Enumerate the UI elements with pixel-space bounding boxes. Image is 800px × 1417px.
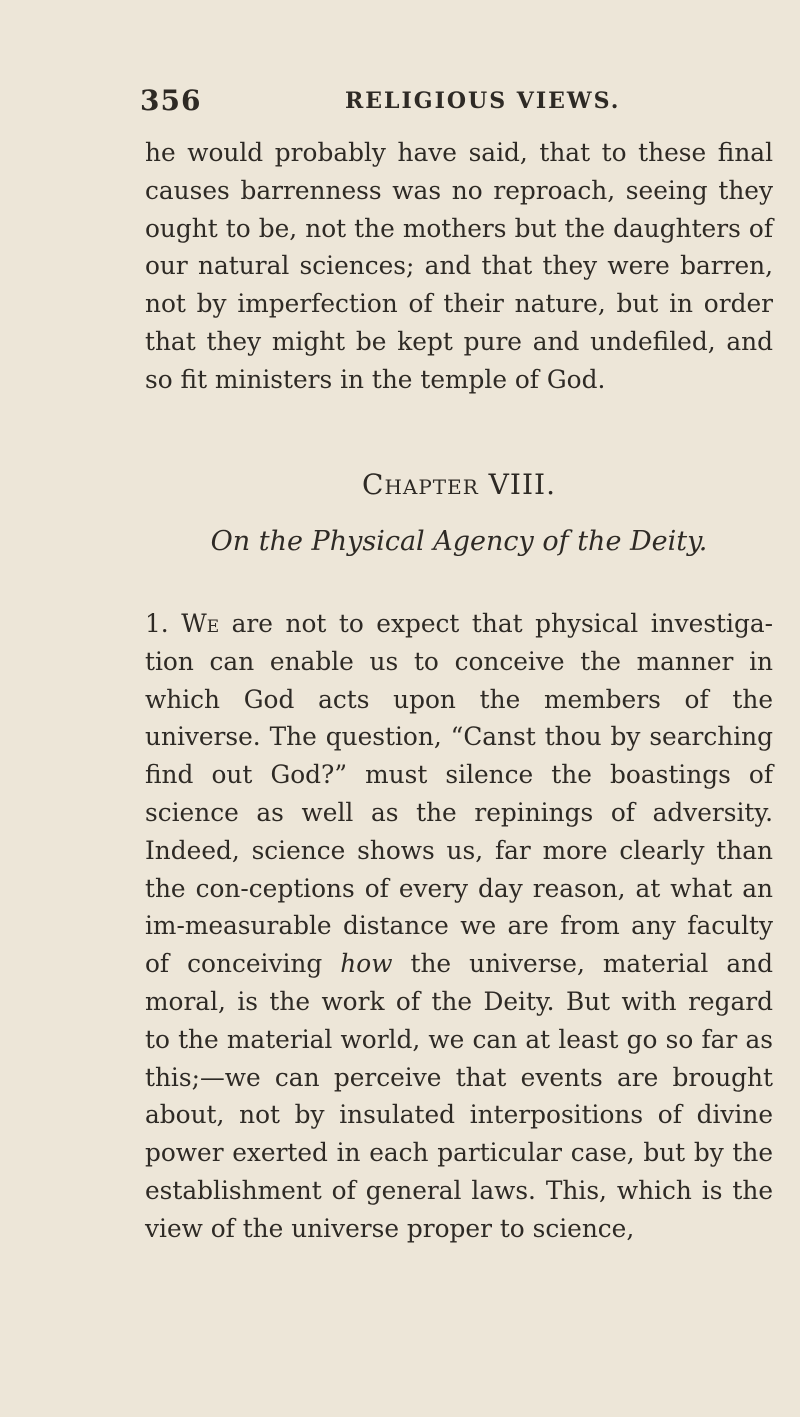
section-number: 1. [145,609,169,638]
lead-word: We [181,609,220,638]
paragraph-section-1 [145,605,773,1248]
chapter-label: Chapter VIII. [362,468,556,501]
page-number: 356 [140,84,202,117]
chapter-subtitle: On the Physical Agency of the Deity. [210,526,708,557]
running-title: RELIGIOUS VIEWS. [345,88,621,114]
paragraph-text-before: are not to expect that physical investiga-tion can enable us to conceive the manner in which God acts upon the members of the universe. The question, “Canst thou by searching find out God?” must silence the boastings of science as well as the repinings of adversity. Indeed, science shows us, far more clearly than the con-ceptions of every day reason, at what an im-measurable distance we are from any faculty of conceiving [145,609,773,979]
emphasis-how: how [340,949,393,979]
running-head [140,84,780,124]
chapter-heading [145,468,773,501]
paragraph-text-after: the universe, material and moral, is the work of the Deity. But with regard to the material world, we can at least go so far as this;—we can perceive that events are brought about, not by insulated interpositions of divine power exerted in each particular case, but by the establishment of general laws. This, which is the view of the universe proper to science, [145,949,774,1243]
paragraph-continued: he would probably have said, that to these final causes barrenness was no reproach, seeing they ought to be, not the mothers but the daughters of our natural sciences; and that they were barren, not by imperfection of their nature, but in order that they might be kept pure and undefiled, and so fit ministers in the temple of God. [145,138,773,394]
